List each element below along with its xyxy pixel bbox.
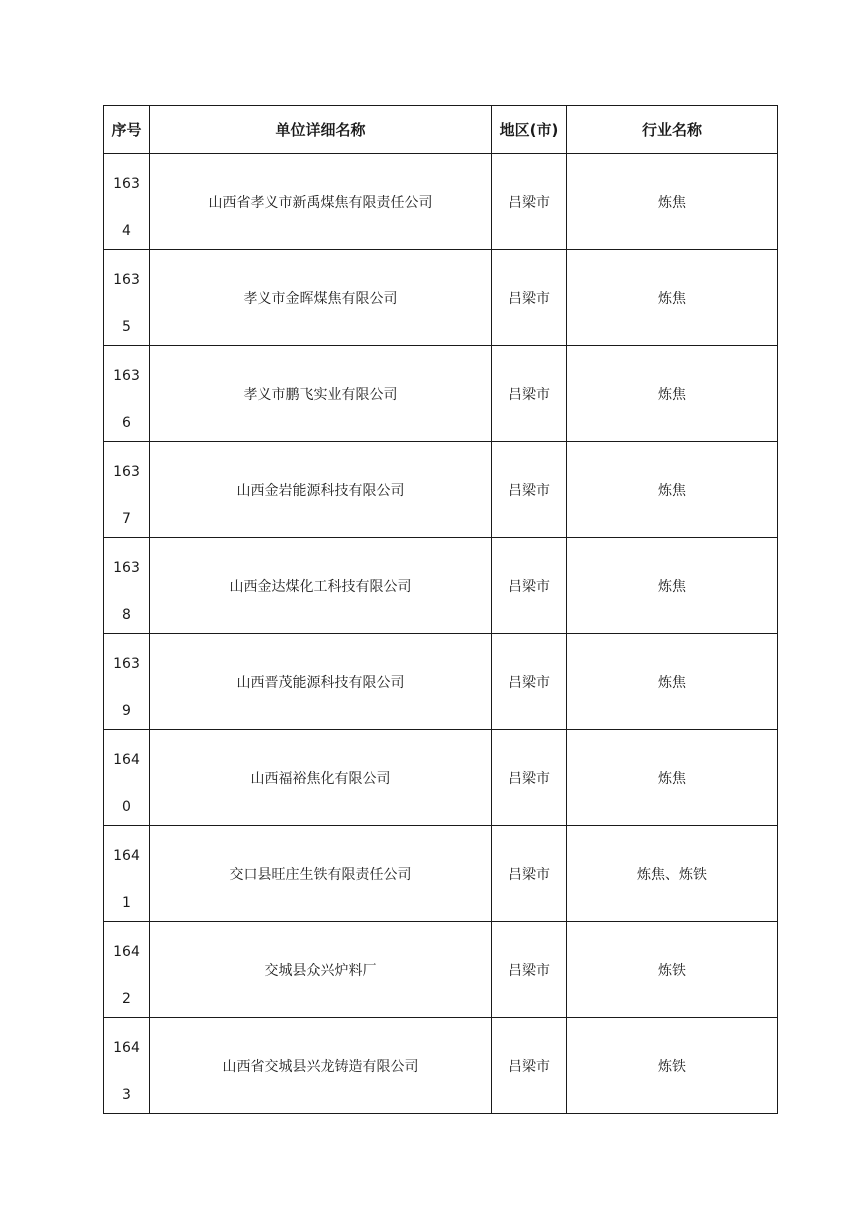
seq-number-top: 164 [113,943,140,960]
seq-number-bottom: 3 [122,1086,131,1103]
seq-number-top: 164 [113,847,140,864]
seq-number-bottom: 9 [122,702,131,719]
region-cell: 吕梁市 [492,250,567,346]
seq-cell [104,922,150,1018]
seq-number-top: 163 [113,463,140,480]
region-cell: 吕梁市 [492,730,567,826]
company-name-cell: 山西金达煤化工科技有限公司 [150,538,492,634]
seq-number-bottom: 5 [122,318,131,335]
seq-number-bottom: 4 [122,222,131,239]
seq-number-bottom: 8 [122,606,131,623]
seq-cell [104,250,150,346]
company-name-cell: 山西福裕焦化有限公司 [150,730,492,826]
region-cell: 吕梁市 [492,442,567,538]
industry-cell: 炼焦 [567,538,778,634]
region-cell: 吕梁市 [492,154,567,250]
region-cell: 吕梁市 [492,634,567,730]
seq-cell [104,346,150,442]
company-name-cell: 山西省孝义市新禹煤焦有限责任公司 [150,154,492,250]
company-name-cell: 山西晋茂能源科技有限公司 [150,634,492,730]
region-cell: 吕梁市 [492,922,567,1018]
company-name-cell: 交口县旺庄生铁有限责任公司 [150,826,492,922]
table-row [104,346,778,442]
table-row [104,922,778,1018]
seq-cell [104,1018,150,1114]
seq-number-bottom: 6 [122,414,131,431]
company-name-cell: 孝义市金晖煤焦有限公司 [150,250,492,346]
table-row [104,442,778,538]
seq-number-top: 163 [113,367,140,384]
table-row [104,1018,778,1114]
region-cell: 吕梁市 [492,538,567,634]
seq-cell [104,826,150,922]
header-name: 单位详细名称 [150,106,492,154]
industry-cell: 炼焦 [567,346,778,442]
company-name-cell: 山西金岩能源科技有限公司 [150,442,492,538]
table-row [104,538,778,634]
seq-cell [104,634,150,730]
seq-number-bottom: 2 [122,990,131,1007]
seq-number-bottom: 0 [122,798,131,815]
seq-number-top: 163 [113,175,140,192]
table-row [104,826,778,922]
industry-cell: 炼铁 [567,1018,778,1114]
table-row [104,730,778,826]
industry-cell: 炼焦 [567,250,778,346]
table-row [104,250,778,346]
header-industry: 行业名称 [567,106,778,154]
seq-number-bottom: 1 [122,894,131,911]
industry-cell: 炼焦 [567,154,778,250]
seq-cell [104,730,150,826]
table-row [104,634,778,730]
industry-cell: 炼焦 [567,442,778,538]
seq-cell [104,154,150,250]
region-cell: 吕梁市 [492,346,567,442]
seq-number-top: 163 [113,655,140,672]
table-row [104,154,778,250]
industry-cell: 炼焦 [567,730,778,826]
table-header-row [104,106,778,154]
seq-number-bottom: 7 [122,510,131,527]
company-name-cell: 山西省交城县兴龙铸造有限公司 [150,1018,492,1114]
seq-cell [104,538,150,634]
header-seq: 序号 [104,106,150,154]
seq-number-top: 163 [113,271,140,288]
seq-number-top: 164 [113,1039,140,1056]
seq-cell [104,442,150,538]
company-name-cell: 孝义市鹏飞实业有限公司 [150,346,492,442]
region-cell: 吕梁市 [492,826,567,922]
industry-cell: 炼焦、炼铁 [567,826,778,922]
company-name-cell: 交城县众兴炉料厂 [150,922,492,1018]
region-cell: 吕梁市 [492,1018,567,1114]
enterprise-table [103,105,778,1114]
header-region: 地区(市) [492,106,567,154]
seq-number-top: 164 [113,751,140,768]
industry-cell: 炼铁 [567,922,778,1018]
industry-cell: 炼焦 [567,634,778,730]
seq-number-top: 163 [113,559,140,576]
